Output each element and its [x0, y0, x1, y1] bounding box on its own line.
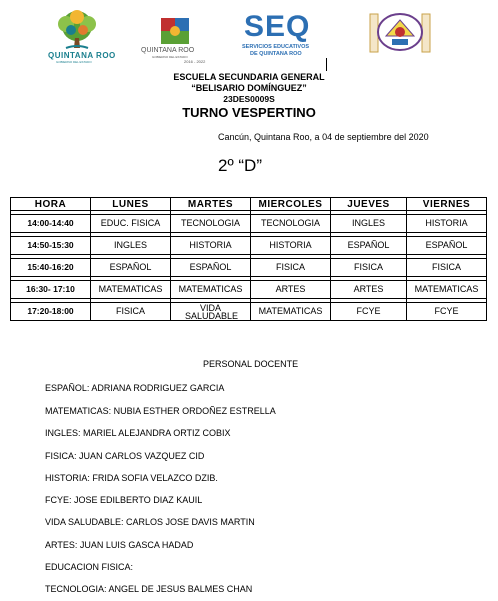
time-cell: 16:30- 17:10	[11, 281, 91, 299]
table-row	[11, 237, 487, 255]
subject-cell: ESPAÑOL	[91, 259, 171, 277]
subject-cell: ESPAÑOL	[407, 237, 487, 255]
subject-cell: EDUC. FISICA	[91, 215, 171, 233]
state-logo-subtext: GOBIERNO DEL ESTADO	[152, 55, 188, 59]
teacher-list-title: PERSONAL DOCENTE	[203, 359, 299, 369]
subject-cell: FCYE	[407, 303, 487, 321]
school-name: “BELISARIO DOMÍNGUEZ”	[191, 83, 307, 93]
subject-cell: FISICA	[91, 303, 171, 321]
subject-cell: HISTORIA	[251, 237, 331, 255]
school-code: 23DES0009S	[223, 94, 275, 104]
state-crest-icon	[138, 16, 210, 46]
table-row	[11, 303, 487, 321]
column-header-martes: MARTES	[171, 198, 251, 211]
qroo-logo-subtext: GOBIERNO DEL ESTADO	[56, 60, 92, 64]
list-item: HISTORIA: FRIDA SOFIA VELAZCO DZIB.	[45, 473, 218, 483]
list-item: FISICA: JUAN CARLOS VAZQUEZ CID	[45, 451, 205, 461]
date-line: Cancún, Quintana Roo, a 04 de septiembre del 2020	[218, 132, 429, 142]
subject-cell: ARTES	[251, 281, 331, 299]
time-cell: 14:50-15:30	[11, 237, 91, 255]
school-title: ESCUELA SECUNDARIA GENERAL	[173, 72, 325, 82]
subject-cell: MATEMATICAS	[171, 281, 251, 299]
subject-cell: FISICA	[407, 259, 487, 277]
seq-logo	[240, 12, 316, 60]
subject-cell: FISICA	[331, 259, 407, 277]
column-header-miercoles: MIERCOLES	[251, 198, 331, 211]
list-item: EDUCACION FISICA:	[45, 562, 134, 572]
table-row	[11, 215, 487, 233]
time-cell: 15:40-16:20	[11, 259, 91, 277]
subject-cell: FCYE	[331, 303, 407, 321]
list-item: FCYE: JOSE EDILBERTO DIAZ KAUIL	[45, 495, 203, 505]
qroo-logo-text: QUINTANA ROO	[48, 51, 116, 60]
list-item: TECNOLOGIA: ANGEL DE JESUS BALMES CHAN	[45, 584, 253, 594]
time-cell: 17:20-18:00	[11, 303, 91, 321]
shift-title: TURNO VESPERTINO	[182, 105, 316, 120]
column-header-hora: HORA	[11, 198, 91, 211]
school-crest-logo	[368, 6, 432, 56]
subject-cell: ARTES	[331, 281, 407, 299]
subject-cell: MATEMATICAS	[407, 281, 487, 299]
state-logo-years: 2016 - 2022	[184, 59, 206, 64]
subject-cell: VIDA SALUDABLE	[171, 303, 251, 321]
list-item: MATEMATICAS: NUBIA ESTHER ORDOÑEZ ESTRELLA	[45, 406, 276, 416]
schedule-header-row	[11, 198, 487, 211]
subject-cell: HISTORIA	[407, 215, 487, 233]
table-row	[11, 259, 487, 277]
subject-cell: INGLES	[331, 215, 407, 233]
seq-logo-subtext-2: DE QUINTANA ROO	[250, 51, 302, 57]
subject-cell: ESPAÑOL	[171, 259, 251, 277]
subject-cell: TECNOLOGIA	[171, 215, 251, 233]
column-header-lunes: LUNES	[91, 198, 171, 211]
state-logo-text: QUINTANA ROO	[141, 47, 195, 54]
schedule-table	[10, 197, 487, 321]
subject-cell: INGLES	[91, 237, 171, 255]
column-header-viernes: VIERNES	[407, 198, 487, 211]
subject-cell: HISTORIA	[171, 237, 251, 255]
subject-cell: ESPAÑOL	[331, 237, 407, 255]
subject-cell: MATEMATICAS	[91, 281, 171, 299]
crest-icon	[368, 6, 432, 56]
list-item: VIDA SALUDABLE: CARLOS JOSE DAVIS MARTIN	[45, 517, 255, 527]
seq-logo-subtext-1: SERVICIOS EDUCATIVOS	[242, 44, 310, 50]
group-label: 2º “D”	[218, 156, 262, 175]
state-government-logo	[138, 16, 210, 66]
time-cell: 14:00-14:40	[11, 215, 91, 233]
list-item: INGLES: MARIEL ALEJANDRA ORTIZ COBIX	[45, 428, 231, 438]
seq-logo-text: SEQ	[244, 10, 311, 43]
table-row	[11, 281, 487, 299]
subject-cell: FISICA	[251, 259, 331, 277]
list-item: ESPAÑOL: ADRIANA RODRIGUEZ GARCIA	[45, 383, 225, 393]
quintana-roo-tree-logo	[44, 8, 116, 66]
column-header-jueves: JUEVES	[331, 198, 407, 211]
subject-cell: TECNOLOGIA	[251, 215, 331, 233]
subject-cell: MATEMATICAS	[251, 303, 331, 321]
text-cursor	[326, 58, 327, 71]
list-item: ARTES: JUAN LUIS GASCA HADAD	[45, 540, 194, 550]
